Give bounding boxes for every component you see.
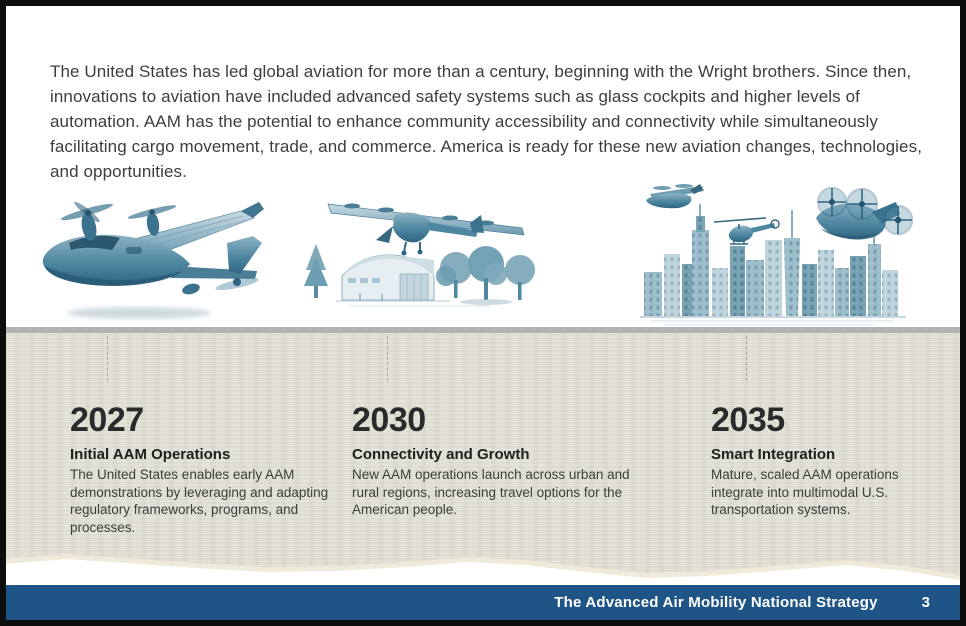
fixed-wing-evtol-hangar-illustration <box>300 174 546 328</box>
small-evtol-aircraft <box>646 184 704 208</box>
milestone-description: Mature, scaled AAM operations integrate into multimodal U.S. transportation systems. <box>711 467 899 517</box>
fixed-wing-aircraft <box>328 204 524 256</box>
milestone-title: Connectivity and Growth <box>352 446 530 463</box>
document-page <box>6 6 960 620</box>
milestone-year: 2027 <box>70 401 144 439</box>
timeline-connector-dash-2035 <box>746 336 747 381</box>
milestone-title: Smart Integration <box>711 446 836 463</box>
milestone-year: 2030 <box>352 401 426 439</box>
timeline-connector-dash-2030 <box>387 336 388 381</box>
milestone-2030 <box>352 403 634 519</box>
milestone-description: New AAM operations launch across urban and rural regions, increasing travel options for the American people. <box>352 467 630 517</box>
footer-document-title: The Advanced Air Mobility National Strategy <box>554 594 878 611</box>
city-skyline-aircraft-illustration <box>634 176 916 328</box>
timeline-connector-dash-2027 <box>107 336 108 381</box>
milestone-description: The United States enables early AAM demonstrations by leveraging and adapting regulatory frameworks, programs, and processes. <box>70 467 329 535</box>
tiltrotor-aircraft <box>43 200 264 296</box>
milestone-2027 <box>70 403 340 536</box>
footer-page-number: 3 <box>921 594 930 611</box>
section-divider-band <box>6 327 960 334</box>
footer-bar <box>6 585 960 620</box>
milestone-title: Initial AAM Operations <box>70 446 231 463</box>
milestone-2035 <box>711 403 926 519</box>
tiltrotor-evtol-illustration <box>31 181 286 329</box>
large-multirotor-evtol <box>816 188 912 240</box>
aircraft-shadow <box>67 307 211 319</box>
intro-paragraph: The United States has led global aviation for more than a century, beginning with the Wright brothers. Since then, innovations to aviation have included advanced safety systems such as glass cockpits and higher levels of automation. AAM has the potential to enhance community accessibility and connectivity while simultaneously facilitating cargo movement, trade, and commerce. America is ready for these new aviation changes, technologies, and opportunities. <box>50 62 923 181</box>
milestone-year: 2035 <box>711 401 785 439</box>
